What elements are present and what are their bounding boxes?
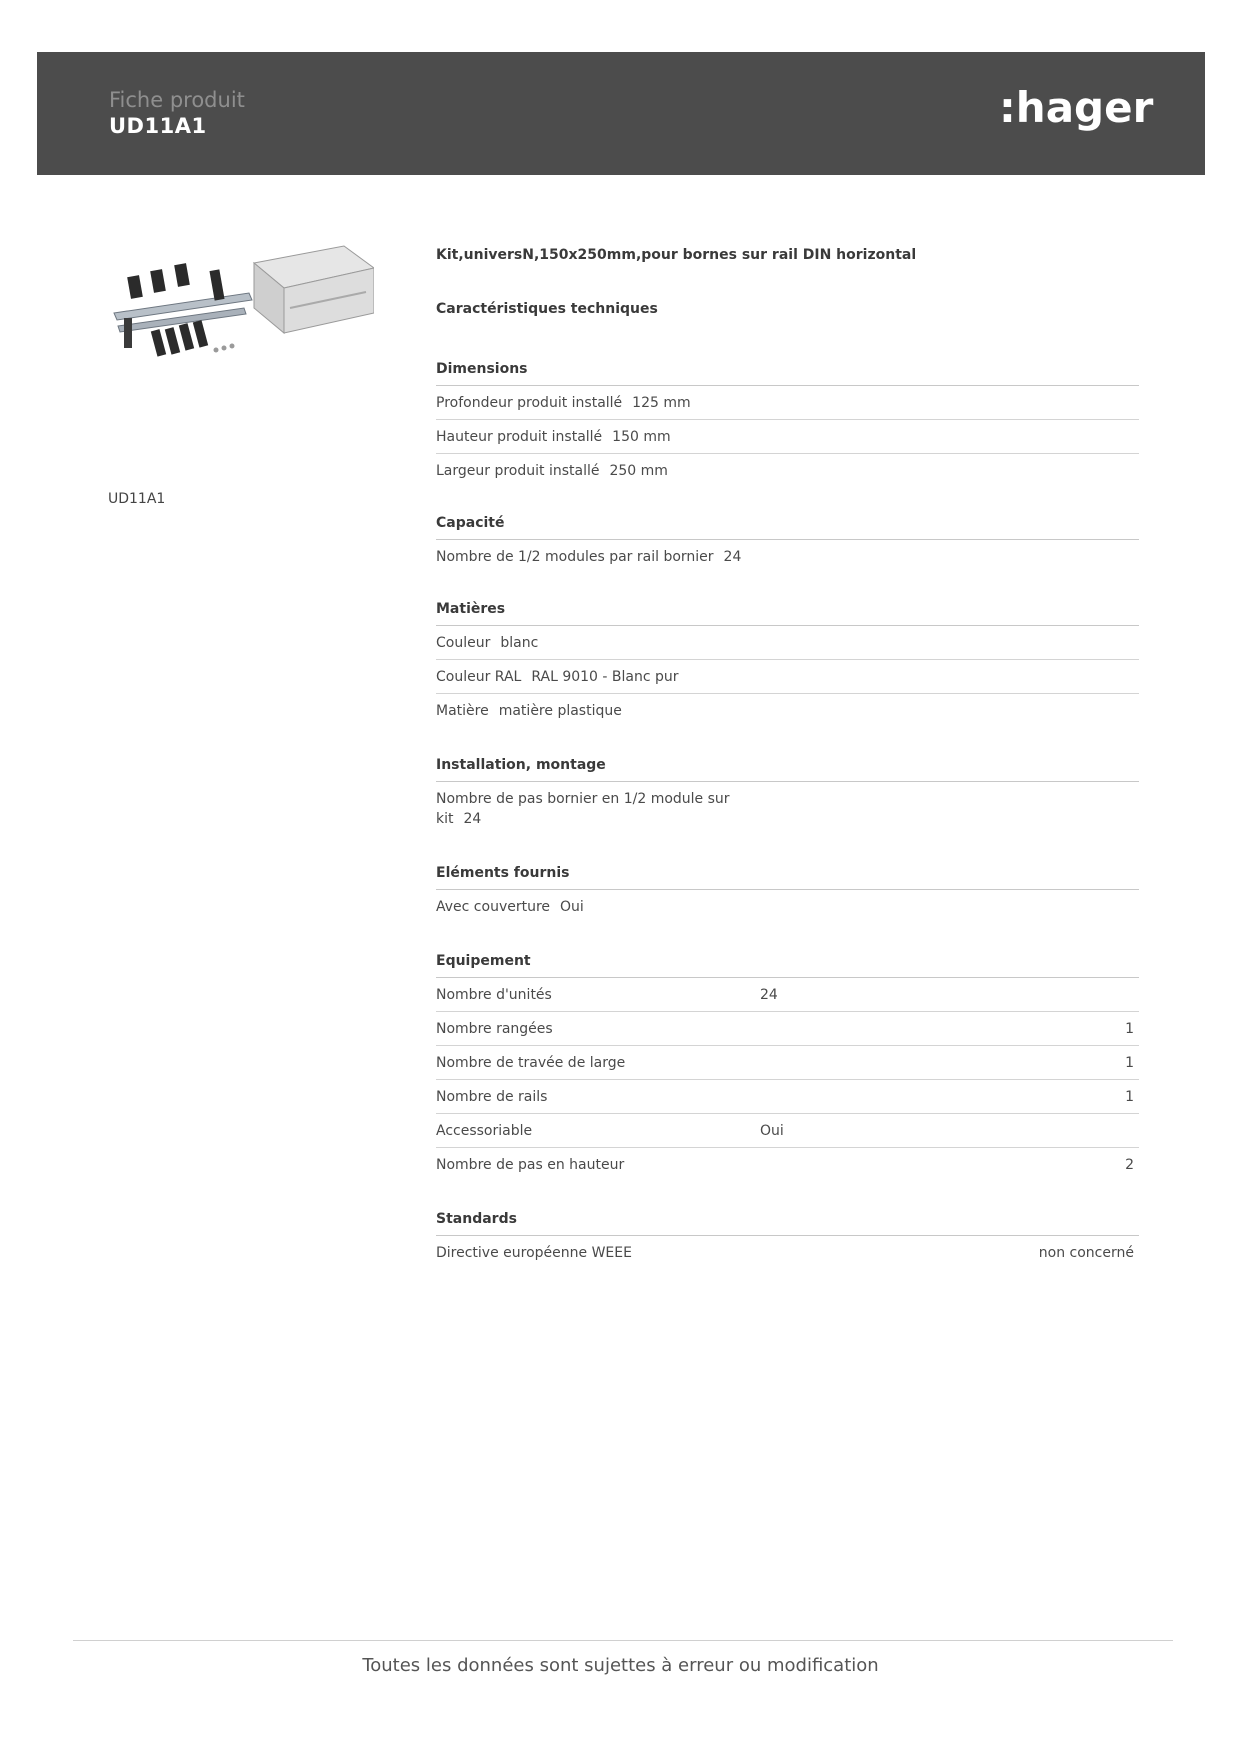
spec-row — [436, 660, 1139, 694]
spec-row — [436, 890, 1139, 923]
spec-row — [436, 1080, 1139, 1114]
spec-value: 24 — [463, 811, 482, 827]
spec-label: Couleur — [436, 635, 491, 651]
spec-row — [436, 386, 1139, 420]
spec-label: Nombre d'unités — [436, 987, 552, 1003]
svg-text::hager: :hager — [999, 83, 1154, 132]
spec-row — [436, 540, 1139, 573]
spec-value: 24 — [760, 987, 778, 1003]
spec-label: Accessoriable — [436, 1123, 533, 1139]
section-title: Standards — [436, 1211, 1139, 1236]
spec-value: 150 mm — [612, 429, 671, 445]
product-description: Kit,universN,150x250mm,pour bornes sur rail DIN horizontal — [436, 247, 917, 263]
product-code-title: UD11A1 — [109, 114, 207, 138]
section-equipement — [436, 953, 1139, 1181]
spec-row — [436, 420, 1139, 454]
section-standards — [436, 1211, 1139, 1269]
section-dimensions — [436, 361, 1139, 487]
spec-label: Matière — [436, 703, 489, 719]
spec-row — [436, 1046, 1139, 1080]
spec-row — [436, 1236, 1139, 1269]
spec-label: Directive européenne WEEE — [436, 1245, 632, 1261]
hager-logo — [999, 80, 1179, 140]
spec-row — [436, 978, 1139, 1012]
section-capacite — [436, 515, 1139, 573]
spec-row — [436, 454, 1139, 487]
spec-label: Nombre rangées — [436, 1021, 553, 1037]
spec-value: RAL 9010 - Blanc pur — [531, 669, 679, 685]
spec-row — [436, 1148, 1139, 1181]
section-title: Eléments fournis — [436, 865, 1139, 890]
spec-label: Profondeur produit installé — [436, 395, 623, 411]
section-title: Capacité — [436, 515, 1139, 540]
spec-row — [436, 782, 1139, 835]
spec-label: Nombre de 1/2 modules par rail bornier — [436, 549, 714, 565]
spec-value: 24 — [723, 549, 742, 565]
spec-label: Nombre de rails — [436, 1089, 548, 1105]
section-installation — [436, 757, 1139, 835]
spec-value: Oui — [760, 1123, 784, 1139]
section-title: Installation, montage — [436, 757, 1139, 782]
section-matieres — [436, 601, 1139, 727]
specs-heading: Caractéristiques techniques — [436, 301, 658, 317]
spec-value: Oui — [560, 899, 584, 915]
section-elements — [436, 865, 1139, 923]
spec-row — [436, 1114, 1139, 1148]
spec-label: Nombre de travée de large — [436, 1055, 626, 1071]
spec-value: blanc — [500, 635, 539, 651]
spec-label: Nombre de pas en hauteur — [436, 1157, 625, 1173]
spec-label: Couleur RAL — [436, 669, 522, 685]
spec-label: Hauteur produit installé — [436, 429, 603, 445]
footer-disclaimer: Toutes les données sont sujettes à erreur ou modification — [362, 1655, 879, 1676]
spec-label: Avec couverture — [436, 899, 551, 915]
section-title: Matières — [436, 601, 1139, 626]
spec-value: 125 mm — [632, 395, 691, 411]
spec-value: 1 — [1125, 1055, 1134, 1071]
spec-value: non concerné — [1038, 1245, 1134, 1261]
product-specs — [436, 247, 1139, 1269]
page-header — [37, 52, 1205, 175]
footer-divider — [73, 1640, 1173, 1641]
spec-value: 2 — [1125, 1157, 1134, 1173]
spec-row — [436, 1012, 1139, 1046]
section-title: Dimensions — [436, 361, 1139, 386]
spec-value: 250 mm — [609, 463, 668, 479]
spec-row — [436, 626, 1139, 660]
product-image-caption: UD11A1 — [108, 491, 166, 507]
product-image — [104, 238, 374, 388]
spec-label: Largeur produit installé — [436, 463, 600, 479]
spec-value: 1 — [1125, 1089, 1134, 1105]
spec-row — [436, 694, 1139, 727]
doc-type-label: Fiche produit — [109, 88, 245, 112]
section-title: Equipement — [436, 953, 1139, 978]
spec-value: matière plastique — [498, 703, 622, 719]
spec-value: 1 — [1125, 1021, 1134, 1037]
spec-label: Nombre de pas bornier en 1/2 module sur kit — [436, 791, 730, 827]
